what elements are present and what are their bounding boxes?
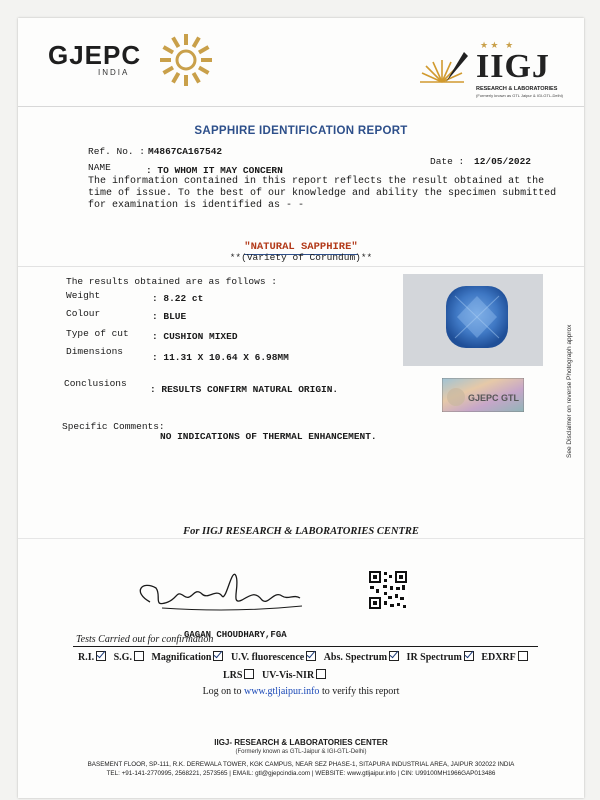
checkbox-edxrf <box>518 651 528 661</box>
field-dimensions-label: Dimensions <box>66 346 124 357</box>
verify-line: Log on to www.gtljaipur.info to verify this report <box>202 686 400 697</box>
qr-code-icon <box>368 570 408 610</box>
tests-list <box>78 649 558 685</box>
field-cut-label: Type of cut <box>66 328 129 339</box>
comments-label: Specific Comments: <box>62 421 165 432</box>
iigj-logo: IIGJ <box>476 48 550 85</box>
fold-line <box>18 538 584 539</box>
date-value: 12/05/2022 <box>474 156 532 167</box>
gjepc-logo: GJEPC <box>48 40 142 70</box>
date-label: Date : <box>430 156 465 167</box>
checkbox-ri <box>96 651 106 661</box>
test-sg: S.G. <box>114 649 144 667</box>
hologram-seal-icon <box>442 378 524 412</box>
test-lrs: LRS <box>223 667 254 685</box>
gem-photo-frame <box>403 274 543 366</box>
test-edxrf: EDXRF <box>481 649 527 667</box>
test-uv-vis-nir: UV-Vis-NIR <box>262 667 326 685</box>
iigj-logo-sub2: (Formerly known as GTL Jaipur & IGI-GTL-Delhi) <box>476 93 563 98</box>
results-intro: The results obtained are as follows : <box>66 276 277 287</box>
identification-text: "NATURAL SAPPHIRE" <box>244 241 358 253</box>
sapphire-gem-image <box>403 274 543 366</box>
gjepc-logo-sub: INDIA <box>98 68 130 77</box>
checkbox-ir-spectrum <box>464 651 474 661</box>
ref-label: Ref. No. : <box>88 146 146 157</box>
iigj-stars-icon: ★ ★ ★ <box>480 40 514 50</box>
checkbox-sg <box>134 651 144 661</box>
checkbox-magnification <box>213 651 223 661</box>
name-value: : TO WHOM IT MAY CONCERN <box>146 165 283 176</box>
checkbox-uv-fluorescence <box>306 651 316 661</box>
report-sheet <box>18 18 584 798</box>
field-colour-label: Colour <box>66 308 101 319</box>
tests-divider <box>73 646 538 647</box>
signatory-name: GAGAN CHOUDHARY,FGA <box>184 630 287 640</box>
footer-subtitle: (Formerly known as GTL-Jaipur & IGI-GTL-Delhi) <box>235 749 367 755</box>
checkbox-abs-spectrum <box>389 651 399 661</box>
signatory-org: For IIGJ RESEARCH & LABORATORIES CENTRE <box>183 526 419 537</box>
test-magnification: Magnification <box>151 649 223 667</box>
field-conclusions-label: Conclusions <box>64 378 127 389</box>
intro-paragraph: The information contained in this report reflects the result obtained at the time of issue. To the best of our knowledge and ability the specimen submitted for examination is identified as - - <box>88 176 557 211</box>
tests-row-2 <box>78 667 558 685</box>
iigj-emblem-icon <box>416 42 472 98</box>
gjepc-sun-icon <box>156 30 216 90</box>
test-ri: R.I. <box>78 649 106 667</box>
iigj-logo-sub: RESEARCH & LABORATORIES <box>476 86 558 92</box>
test-uv-fluorescence: U.V. fluorescence <box>231 649 316 667</box>
footer-address <box>18 760 584 778</box>
side-disclaimer: See Disclaimer on reverse Photograph approx <box>566 324 573 458</box>
field-conclusions-value: : RESULTS CONFIRM NATURAL ORIGIN. <box>150 384 339 395</box>
name-label: NAME <box>88 162 111 173</box>
footer-contact-line: TEL: +91-141-2770995, 2568221, 2573565 | EMAIL: gtl@gjepcindia.com | WEBSITE: www.gtljaipur.info | CIN: U99100MH1966GAP013486 <box>106 770 496 777</box>
footer-address-line: BASEMENT FLOOR, SP-111, R.K. DEREWALA TOWER, KGK CAMPUS, NEAR SEZ PHASE-1, SITAPURA INDUSTRIAL AREA, JAIPUR 302022 INDIA <box>87 761 515 768</box>
header-divider <box>18 106 584 107</box>
field-cut-value: : CUSHION MIXED <box>152 331 238 342</box>
signature-image <box>122 556 312 622</box>
field-dimensions-value: : 11.31 X 10.64 X 6.98MM <box>152 352 289 363</box>
report-title: SAPPHIRE IDENTIFICATION REPORT <box>194 125 408 137</box>
comments-value: NO INDICATIONS OF THERMAL ENHANCEMENT. <box>160 431 377 442</box>
section-divider <box>18 266 584 267</box>
tests-title: Tests Carried out for confirmation <box>76 634 214 645</box>
tests-row-1 <box>78 649 558 667</box>
test-ir-spectrum: IR Spectrum <box>407 649 474 667</box>
field-colour-value: : BLUE <box>152 311 187 322</box>
verify-link[interactable]: www.gtljaipur.info <box>243 686 320 697</box>
ref-value: M4867CA167542 <box>148 146 223 157</box>
checkbox-uv-vis-nir <box>316 669 326 679</box>
field-weight-value: : 8.22 ct <box>152 293 204 304</box>
field-weight-label: Weight <box>66 290 101 301</box>
variety: **(Variety of Corundum)** <box>229 252 373 263</box>
checkbox-lrs <box>244 669 254 679</box>
test-abs-spectrum: Abs. Spectrum <box>324 649 399 667</box>
footer-title: IIGJ- RESEARCH & LABORATORIES CENTER <box>214 738 388 747</box>
hologram-text: GJEPC GTL <box>468 393 520 403</box>
